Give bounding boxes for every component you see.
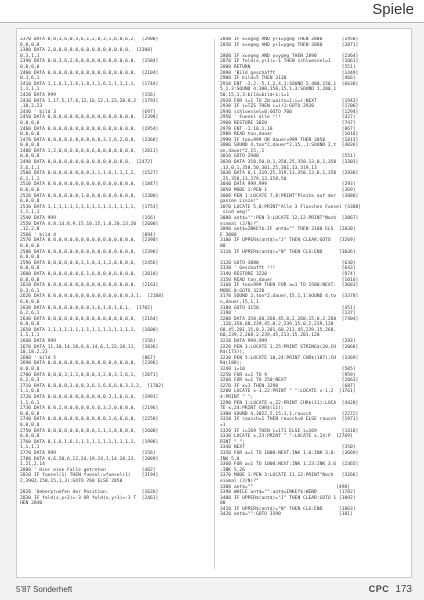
page-number: 173: [395, 584, 412, 595]
top-bar: [0, 0, 424, 23]
cpc-logo: CPC: [368, 584, 390, 594]
page-footer: [16, 580, 412, 594]
footer-right: [369, 584, 412, 595]
section-title: Spiele: [372, 1, 414, 18]
magazine-page: [16, 28, 412, 578]
listing-column-right: [220, 37, 406, 571]
issue-label: 5'87 Sonderheft: [16, 585, 73, 594]
code-listing-left: 2370 DATA 0,0,3,6,0,3,6,1,2,0,3,1,6,8,6,2, [2900] 0,0,0,0 2380 DATA 2,0,0,0,8,0,0,0,0,0,0,0,0,0,0, [2308] 0,3,1,1 2390 DATA 0,0,3,6,2,0,0,0,0,0,0,0,0,0,6,8, [1584] 0,0,0,0 2400 DATA 0,0,0,0,0,0,0,0,0,0,0,0,0,0,0,0, [2104] 0,3,6,1 2410 DATA 1,1,6,1,1,6,1,8,1,1,6,1,1,1,1,1, [1744] 1,1,1,1 2420 DATA 999 [156] 2430 DATA 1,17,5,17,6,12,16,12,1,23,20,8,2 [1793] ,18,2,23 2440 ' bild 3 [697] 2450 DATA 0,0,0,0,0,0,0,0,0,0,0,0,0,0,0,0, [2398] 0,0,0,0 2460 DATA 0,0,0,0,0,0,0,0,0,0,0,0,0,0,0,0, [1954] 0,0,0,0 2470 DATA 0,0,0,0,6,8,0,8,0,0,3,1,6,2,0,0, [2368] 0,0,0,0 2480 DATA 1,2,0,0,6,0,6,6,6,0,0,0,0,0,0,0, [2011] 0,0,0,0 2490 DATA 0,0,0,0,0,0,0,0,0,0,0,0,0,8,0, [2472] 3,6,1,1 2500 DATA 0,0,0,0,0,0,0,0,3,1,1,6,1,1,1,2, [1527] 6,1,1,1 2510 DATA 0,0,0,0,0,0,0,0,0,0,0,0,0,0,0,0, [1847] 0,0,0,0 2520 DATA 0,0,0,0,0,0,1,0,0,0,0,0,0,0,0,0, [2300] 0,0,0,0 2530 DATA 1,1,1,1,1,1,1,1,1,1,1,1,1,1,1,1, [1753] 1,1,1,1 2540 DATA 999 [156] 2550 DATA 4,8,14,8,9,15,10,15,1,8,20,23,20 [2600] ,12,2,8 2560 ' bild 4 [894] 2570 DATA 0,0,0,0,0,0,0,0,0,0,0,0,0,0,0,0, [2390] 0,0,0,0 2580 DATA 0,0,0,0,0,0,0,0,0,0,0,0,0,0,0,0, [2396] 0,0,0,0 2590 DATA 0,0,0,0,0,0,3,1,0,3,1,2,0,8,0,6, [2456] 0,0,0,0 2600 DATA 0,0,0,0,0,0,6,1,6,0,0,0,6,0,0,0, [2010] 0,0,0,0 2610 DATA 0,8,0,0,0,0,0,0,0,0,0,0,0,0,0,0, [2163] 0,3,6,1 2620 DATA 0,0,0,0,0,0,0,0,0,0,0,0,0,0,0,3,1, [2188] 6,0,0,0 2630 DATA 0,8,0,0,0,0,0,0,3,6,1,6,1,6,1, [1702] 6,2,6,1 2640 DATA 0,0,0,0,0,0,0,0,0,0,0,0,0,0,0,0, [2164] 0,0,0,0 2650 DATA 1,1,1,1,1,1,1,1,1,1,1,1,1,1,1,1, [1600] 1,1,1,1 2660 DATA 999 [156] 2670 DATA 11,10,14,18,6,6,14,6,1,23,20,11, [2036] 10,18,2,23 2680 ' bild 5 [867] 2690 DATA 0,0,0,0,0,0,0,0,0,0,0,0,0,0,0,0, [2396] 0,0,0,0 2700 DATA 0,0,0,3,1,2,0,0,0,3,2,0,3,1,6,1, [2071] 6,2,0,3 2710 DATA 0,8,0,0,3,0,0,3,6,1,6,6,6,0,3,1,2, [1702] 1,1,0,0 2720 DATA 0,0,0,0,0,0,0,0,0,0,0,3,1,6,6,6, [1991] 1,1,6,1 2730 DATA 0,0,2,0,0,0,0,0,6,6,3,2,0,0,0,0, [2196] 0,0,0,8 2740 DATA 0,0,0,0,0,0,0,0,0,0,0,1,6,6,6,0, [2250] 0,0,0,0 2750 DATA 0,0,0,0,0,0,0,0,6,1,1,1,8,8,0,0, [2600] 0,0,0,0 2760 DATA 0,1,6,1,6,1,1,1,1,1,1,1,1,1,1,1, [1998] 1,1,1,1 2770 DATA 999 [156] 2780 DATA 4,6,20,6,12,24,19,24,1,14,20,23, [2089] 1,21,2,14 2800 ' Hier eine Falle getreten [482] 2810 IF fuesel(1) THEN fuesel:=fuesel(1) [3194] 2,3902,150,15,1,3):GOTO 760 ELSE 2850 2820 'Ueberpruefen der Position: [1626] 2830 IF feld(x,y+2)=-3 OR feld(x,y+1)=-3 T [2461] HEN 2840: [20, 37, 164, 507]
listing-column-left: [20, 37, 206, 571]
column-divider: [214, 39, 215, 569]
code-listing-right: 2840 IF x=xgeg AND y+1=ygeg THEN 2800 [1958] 2850 IF x=xgeg AND y+1=ygeg THEN 2800 [2071] 2860 IF x=xgeg AND y=ygeg THEN 2890 [2364] 2870 IF feld(x,y+1)=-1 THEN schluessel=1 [1061] 2880 RETURN [551] 2890 'Bild geschafft [1449] 2900 IF bild=5 THEN 3130 [466] 2910 ENT -3,2,-5,1,2,4,1:SOUND 2,400,150,1 [6638] 5,1,3:SOUND 4,300,150,15,1,3:SOUND 1,200,1 50,15,1,3:bild=bild+1:i=1 2920 FOR i=1 TO 20:waits=1:i=i:NEXT [1943] 2930 IF i=TZS THEN i=i+1:GOTO 2920 [1706] 2940 schluessel=0:GOTO 700 [1294] 2950 ' Fuesel alle !!! [427] 2960 RESTORE 3020 [747] 2970 ENT -1,10,1,10 [867] 2980 READ ton,dauer [1016] 2990 IF ton=999 OR dauer=999 THEN 3050 [1813] 3000 SOUND 4,ton*2,dauer*2,15,,1:SOUND 2,t [4036] on,dauer*2,15,,1 3010 GOTO 2980 [551] 3020 DATA 358,50,0,1,358,25,358,13,0,1,358 [3303] ,13,0,1,358,50,301,25,301,13,319,13 3030 DATA 0,1,319,25,319,13,358,13,0,1,358 [2938] ,25,358,13,379,13,358,50 3040 DATA 999,999 [293] 3050 MODE 1:PEN 1 [369] 3060 PEN 1:LOCATE 7,8:PRINT"Pleite auf der [3888] ganzen Linie!" 3070 LOCATE 5,8:PRINT"Alle 3 Flaschen Fuesel [4388] sind weg!" 3080 ant$="":PEN 3:LOCATE 12,12:PRINT"Noch [3067] einmal (J/N)?" 3090 ant$=INKEY$:IF ant$="" THEN 3100 ELS [2030] E 3080 3100 IF UPPER$(ant$)="J" THEN CLEAR:GOTO [3269] 00 3110 IF UPPER$(ant$)="N" THEN CLS:END [3036] 3120 GOTO 3080 [630] 3130 ' Geschafft !!! [643] 3140 RESTORE 3220 [974] 3150 READ ton,dauer [1016] 3160 IF ton=999 THEN FOR a=1 TO 1500:NEXT: [3683] MODE 0:GOTO 3220 3170 SOUND 2,ton*2,dauer,15,1,1:SOUND 4,to [3378] n,dauer,15,1,1 3180 GOTO 3150 [451] 3190 ' [137] 3200 DATA 358,60,268,45,0,2,268,15,0,2,268 [7404] ,120,358,60,239,45,0,2,239,15,0,2,239,120 68,45,201,15,0,2,201,60,213,45,239,15,268, 60,239,2,268,2,239,45,213,15,201,120 3210 DATA 999,999 [293] 3220 PEN 3:LOCATE 1,25:PRINT STRING$(20,CH [2068] R$(173)); 3230 PEN 5:LOCATE 10,24:PRINT CHR$(187);CH [3369] R$(188); 3240 i=10 [505] 3250 FOR x=1 TO 9 [959] 3260 FOR a=1 TO 250:NEXT [2063] 3270 IF x=1 THEN 3290 [687] 3280 LOCATE x-1,22:PRINT " ":LOCATE x-1,2 [1761] 4:PRINT " "; 3290 PEN 1:LOCATE x,22:PRINT CHR$(11):LOCA [4420] TE x,24:PRINT CHR$(11); 3300 SOUND 4,3022,5,15,1,1,rausch [2272] 3310 IF rausch=1 THEN rausch=0 ELSE rausch [1971] =1 3320 IF i=169 THEN i=171 ELSE i=169 [1418] 3330 LOCATE x,23:PRINT " ":LOCATE x,24:P [2769] RINT " "; 3340 NEXT [350] 3350 FOR a=1 TO 1000:NEXT:INK 1,0:INK 3,0: [3669] INK 5,0 3360 FOR a=1 TO 1000:NEXT:INK 1,23:INK 3,6 [2365] :INK 5,26 3370 MODE 1:PEN 3:LOCATE 11,12:PRINT"Noch [3266] einmal (J/N)?" 3380 ant$="" [498] 3390 WHILE ant$="":ant$=INKEY$:WEND [1782] 3400 IF UPPER$(ant$)="J" THEN CLEAR:GOTO 1 [3092] 00 3410 IF UPPER$(ant$)="N" THEN CLS:END [1863] 3420 ant$="":GOTO 3390 [381]: [220, 37, 362, 518]
